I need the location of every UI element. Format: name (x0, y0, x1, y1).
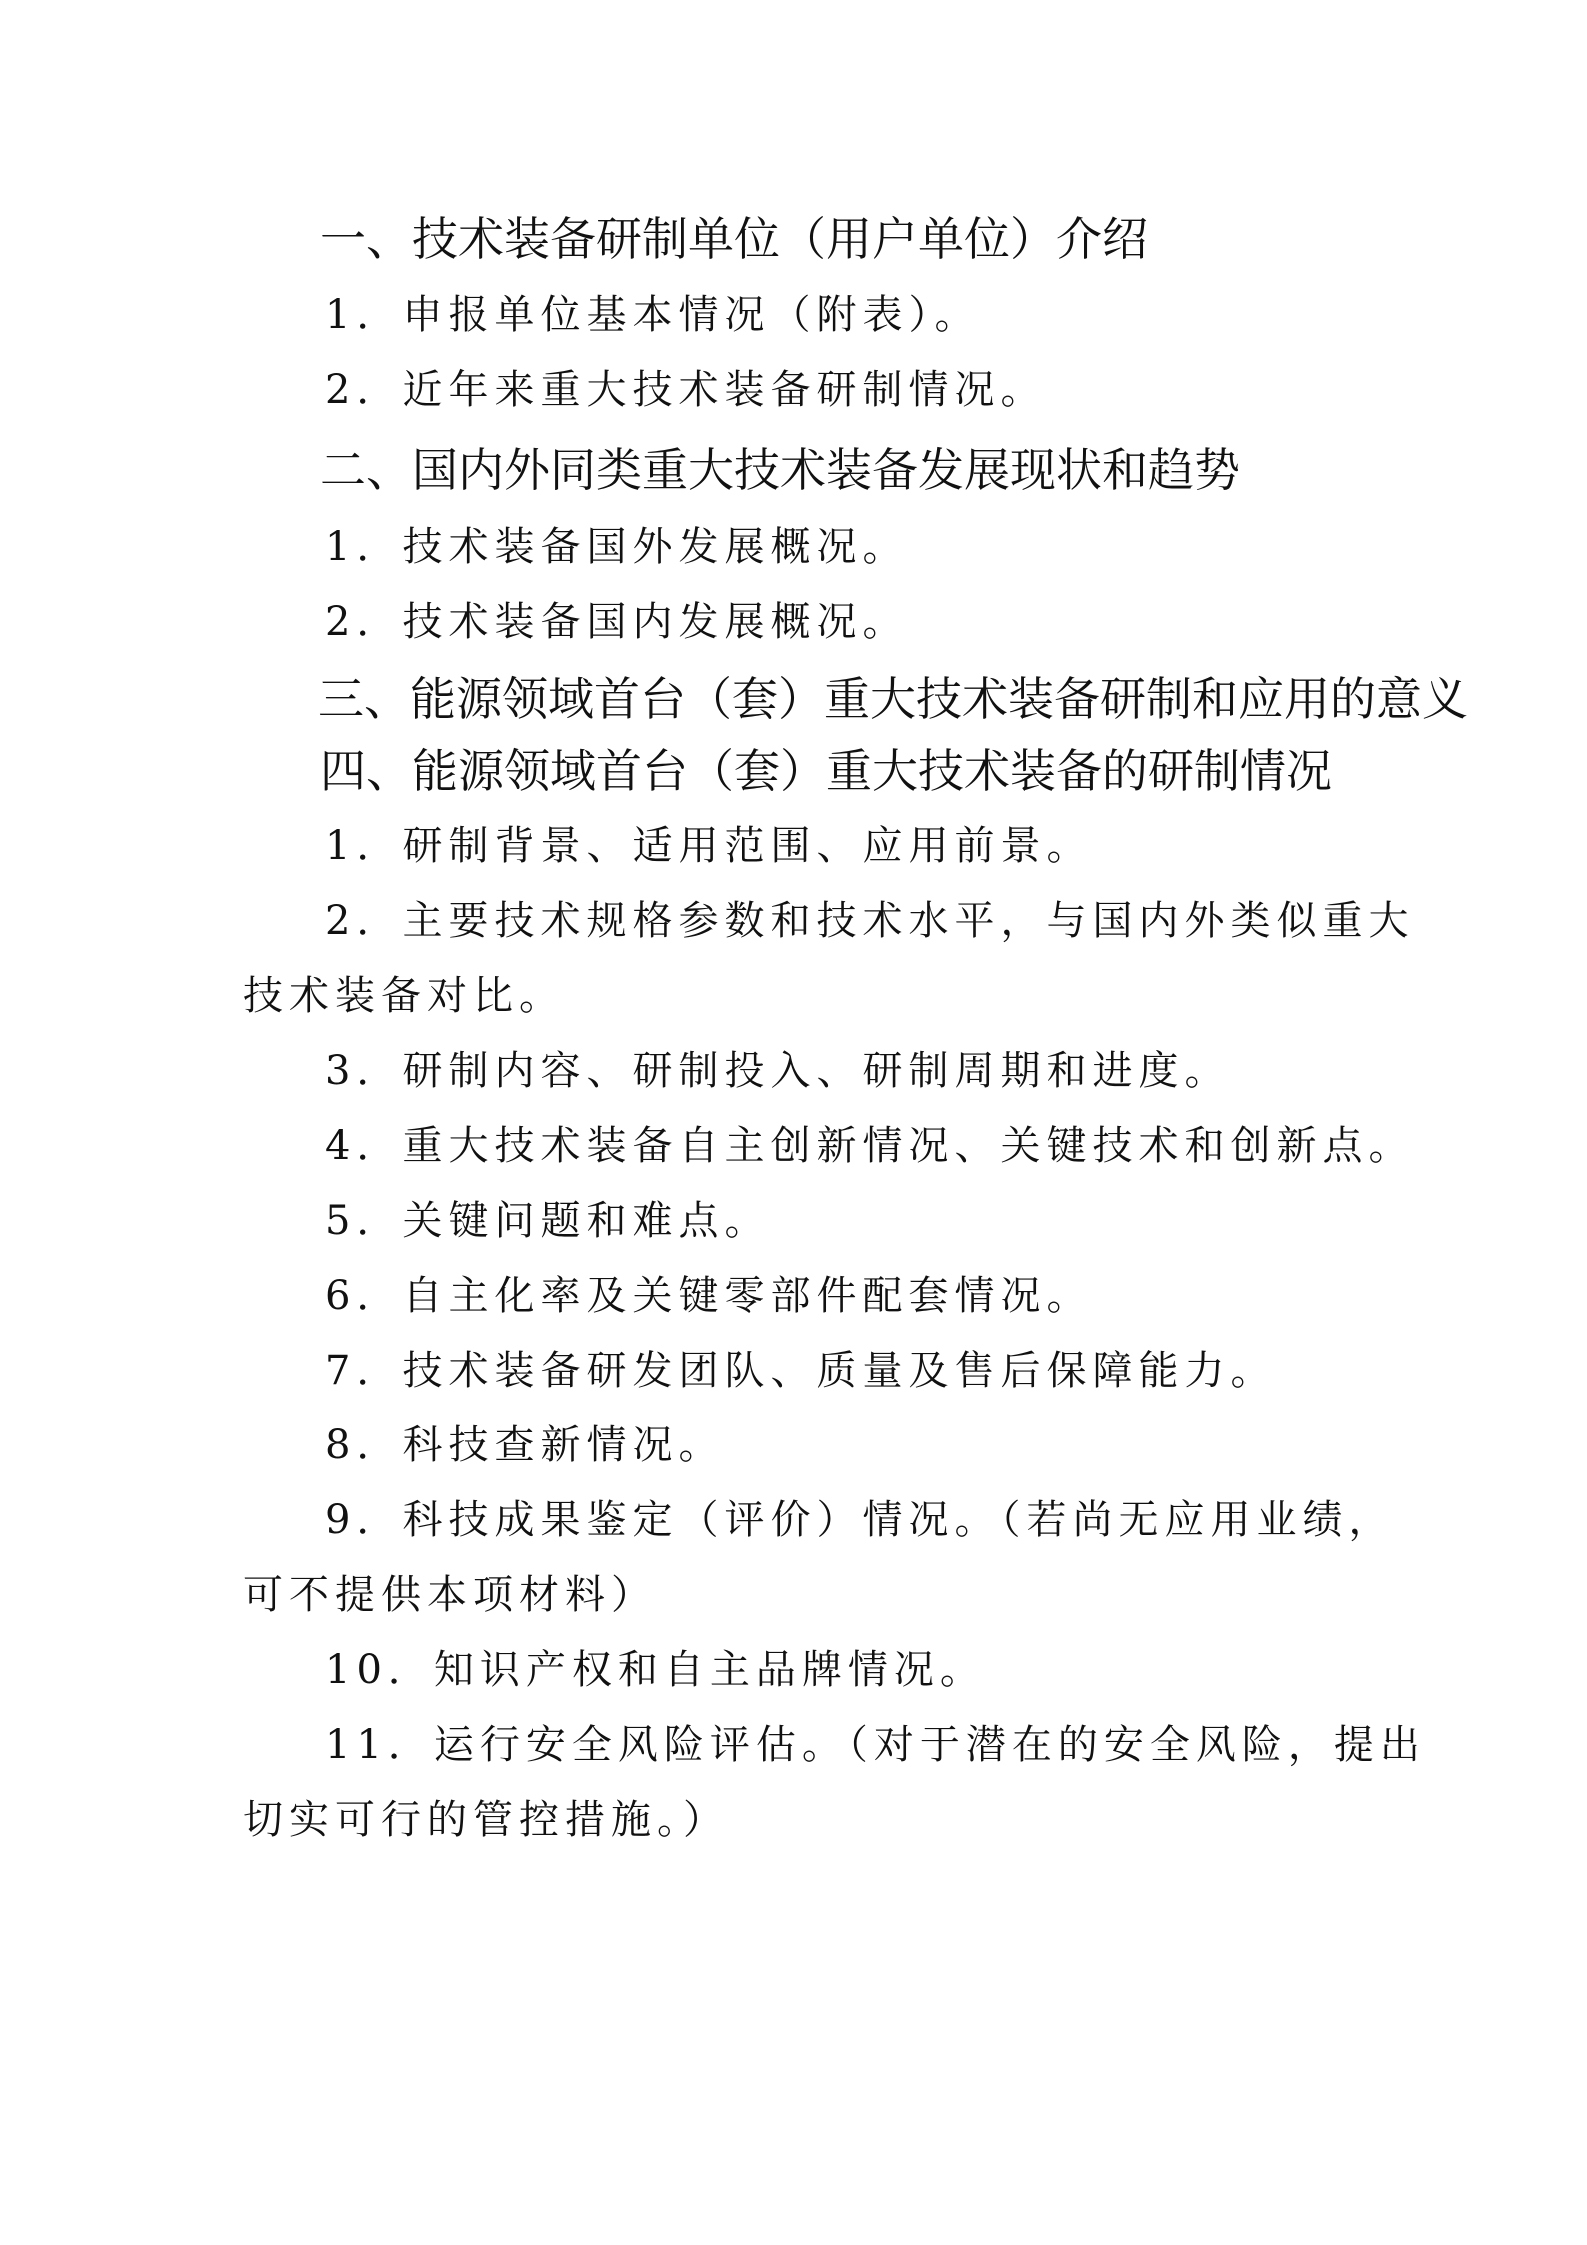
section-heading-1: 一、技术装备研制单位（用户单位）介绍 (320, 212, 1148, 266)
section-heading-4: 四、能源领域首台（套）重大技术装备的研制情况 (320, 744, 1332, 798)
list-item-4-7: 7．技术装备研发团队、质量及售后保障能力。 (325, 1348, 1277, 1394)
section-heading-3: 三、能源领域首台（套）重大技术装备研制和应用的意义 (318, 672, 1468, 726)
list-item-4-6: 6．自主化率及关键零部件配套情况。 (325, 1273, 1093, 1319)
list-item-4-10: 10．知识产权和自主品牌情况。 (325, 1647, 986, 1693)
list-item-4-9: 9．科技成果鉴定（评价）情况。（若尚无应用业绩， (325, 1497, 1395, 1543)
list-item-2-1: 1．技术装备国外发展概况。 (325, 524, 909, 570)
list-item-4-5: 5．关键问题和难点。 (325, 1198, 771, 1244)
list-item-1-2: 2．近年来重大技术装备研制情况。 (325, 367, 1047, 413)
list-item-4-1: 1．研制背景、适用范围、应用前景。 (325, 823, 1093, 869)
list-item-4-11-cont: 切实可行的管控措施。） (243, 1797, 729, 1843)
list-item-1-1: 1．申报单位基本情况（附表）。 (325, 292, 981, 338)
list-item-4-2: 2．主要技术规格参数和技术水平，与国内外类似重大 (325, 898, 1415, 944)
list-item-4-8: 8．科技查新情况。 (325, 1422, 725, 1468)
list-item-4-11: 11．运行安全风险评估。（对于潜在的安全风险，提出 (325, 1722, 1426, 1768)
list-item-2-2: 2．技术装备国内发展概况。 (325, 599, 909, 645)
section-heading-2: 二、国内外同类重大技术装备发展现状和趋势 (320, 443, 1240, 497)
list-item-4-9-cont: 可不提供本项材料） (243, 1572, 657, 1618)
list-item-4-2-cont: 技术装备对比。 (243, 973, 565, 1019)
list-item-4-4: 4．重大技术装备自主创新情况、关键技术和创新点。 (325, 1123, 1415, 1169)
list-item-4-3: 3．研制内容、研制投入、研制周期和进度。 (325, 1048, 1231, 1094)
